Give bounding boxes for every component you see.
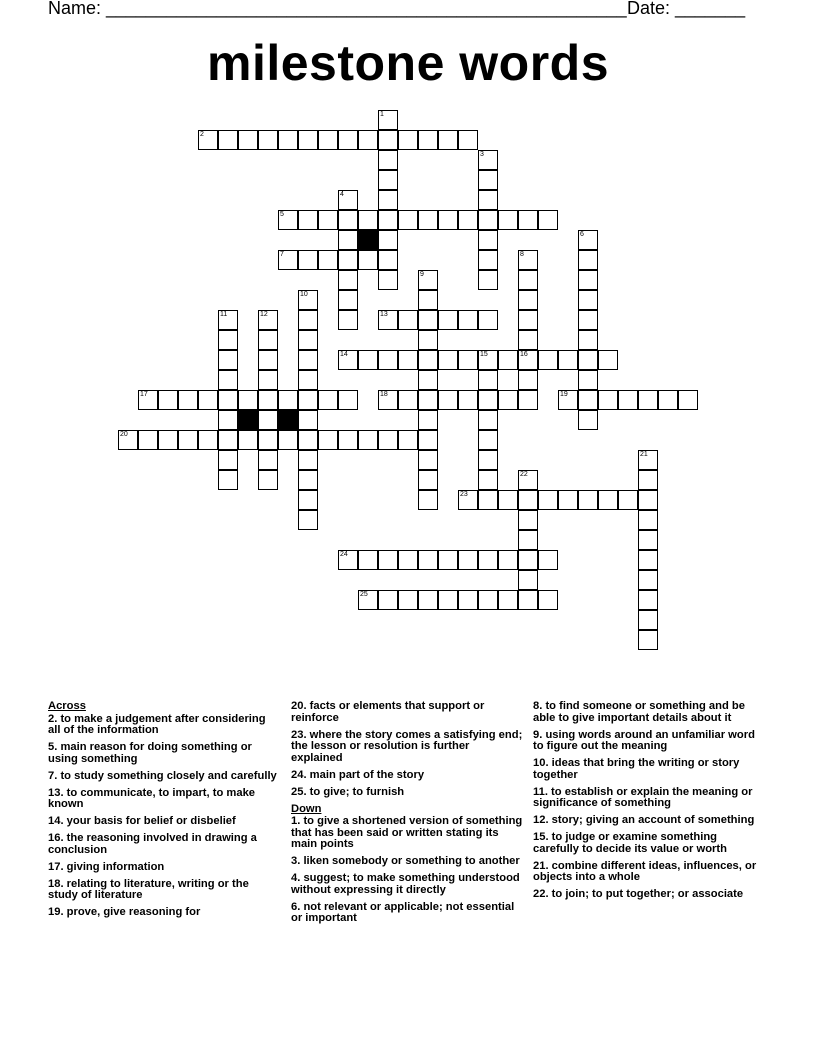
clue-number: 15	[480, 351, 488, 358]
clue-item: 8. to find someone or something and be able to give important details about it	[533, 700, 745, 724]
crossword-cell[interactable]	[218, 470, 238, 490]
clue-number: 25	[360, 591, 368, 598]
clues-column-3	[533, 701, 765, 906]
crossword-cell[interactable]	[258, 450, 278, 470]
crossword-cell[interactable]	[638, 530, 658, 550]
crossword-cell[interactable]	[498, 210, 518, 230]
crossword-cell[interactable]	[418, 450, 438, 470]
crossword-cell[interactable]	[358, 130, 378, 150]
crossword-cell[interactable]	[598, 350, 618, 370]
clue-number: 10	[300, 291, 308, 298]
clue-item: 17. giving information	[48, 860, 165, 873]
crossword-cell[interactable]	[578, 490, 598, 510]
crossword-cell[interactable]	[398, 130, 418, 150]
crossword-cell[interactable]	[378, 270, 398, 290]
crossword-cell[interactable]	[418, 470, 438, 490]
clue-number: 4	[340, 191, 344, 198]
crossword-cell[interactable]	[198, 430, 218, 450]
crossword-cell[interactable]	[298, 510, 318, 530]
crossword-cell[interactable]	[478, 490, 498, 510]
crossword-cell[interactable]	[298, 210, 318, 230]
crossword-cell[interactable]	[298, 250, 318, 270]
crossword-cell[interactable]	[298, 350, 318, 370]
crossword-cell[interactable]	[398, 550, 418, 570]
crossword-cell[interactable]	[378, 230, 398, 250]
crossword-cell[interactable]	[478, 370, 498, 390]
clue-number: 16	[520, 351, 528, 358]
crossword-cell[interactable]	[338, 190, 358, 210]
crossword-cell[interactable]	[458, 390, 478, 410]
crossword-cell[interactable]	[438, 130, 458, 150]
crossword-cell[interactable]	[538, 210, 558, 230]
crossword-cell[interactable]	[598, 490, 618, 510]
crossword-cell[interactable]	[418, 390, 438, 410]
crossword-cell[interactable]	[518, 250, 538, 270]
crossword-cell[interactable]	[478, 170, 498, 190]
crossword-cell[interactable]	[298, 130, 318, 150]
crossword-cell[interactable]	[538, 490, 558, 510]
crossword-cell[interactable]	[578, 390, 598, 410]
clue-number: 21	[640, 451, 648, 458]
date-field-label: Date: _______	[627, 0, 746, 18]
crossword-cell[interactable]	[378, 590, 398, 610]
crossword-cell[interactable]	[618, 490, 638, 510]
crossword-cell[interactable]	[278, 390, 298, 410]
crossword-cell[interactable]	[378, 170, 398, 190]
crossword-cell[interactable]	[638, 490, 658, 510]
crossword-cell[interactable]	[398, 390, 418, 410]
clue-number: 22	[520, 471, 528, 478]
crossword-cell[interactable]	[298, 310, 318, 330]
crossword-cell[interactable]	[258, 390, 278, 410]
crossword-cell[interactable]	[498, 490, 518, 510]
crossword-cell[interactable]	[178, 430, 198, 450]
clue-number: 1	[380, 111, 384, 118]
crossword-cell[interactable]	[338, 130, 358, 150]
crossword-cell[interactable]	[378, 190, 398, 210]
crossword-cell[interactable]	[418, 430, 438, 450]
crossword-cell[interactable]	[218, 450, 238, 470]
crossword-cell[interactable]	[298, 330, 318, 350]
crossword-cell[interactable]	[178, 390, 198, 410]
crossword-cell[interactable]	[478, 230, 498, 250]
clue-item: 12. story; giving an account of something	[533, 814, 755, 826]
down-heading: Down	[291, 802, 322, 815]
crossword-cell[interactable]	[478, 250, 498, 270]
clue-number: 20	[120, 431, 128, 438]
crossword-cell[interactable]	[338, 550, 358, 570]
crossword-cell[interactable]	[338, 310, 358, 330]
crossword-cell[interactable]	[458, 130, 478, 150]
crossword-cell[interactable]	[578, 230, 598, 250]
crossword-cell[interactable]	[418, 350, 438, 370]
crossword-cell[interactable]	[318, 130, 338, 150]
clue-item: 21. combine different ideas, influences, or objects into a whole	[533, 859, 757, 883]
crossword-cell[interactable]	[638, 570, 658, 590]
crossword-cell[interactable]	[378, 210, 398, 230]
clue-number: 7	[280, 251, 284, 258]
clue-number: 9	[420, 271, 424, 278]
crossword-cell[interactable]	[518, 490, 538, 510]
black-square	[238, 410, 258, 430]
crossword-cell[interactable]	[578, 410, 598, 430]
crossword-cell[interactable]	[638, 610, 658, 630]
clue-number: 5	[280, 211, 284, 218]
crossword-cell[interactable]	[478, 450, 498, 470]
clue-item: 20. facts or elements that support or reinforce	[291, 700, 485, 724]
crossword-cell[interactable]	[378, 350, 398, 370]
clue-number: 12	[260, 311, 268, 318]
crossword-cell[interactable]	[318, 390, 338, 410]
clue-number: 24	[340, 551, 348, 558]
crossword-cell[interactable]	[258, 350, 278, 370]
crossword-cell[interactable]	[218, 390, 238, 410]
crossword-cell[interactable]	[218, 310, 238, 330]
crossword-cell[interactable]	[658, 390, 678, 410]
crossword-cell[interactable]	[258, 330, 278, 350]
crossword-cell[interactable]	[478, 350, 498, 370]
crossword-cell[interactable]	[578, 310, 598, 330]
crossword-cell[interactable]	[438, 550, 458, 570]
crossword-cell[interactable]	[478, 210, 498, 230]
crossword-cell[interactable]	[298, 450, 318, 470]
clue-item: 23. where the story comes a satisfying end; the lesson or resolution is further explained	[291, 728, 523, 764]
crossword-cell[interactable]	[138, 430, 158, 450]
clue-item: 16. the reasoning involved in drawing a conclusion	[48, 832, 257, 856]
crossword-cell[interactable]	[418, 550, 438, 570]
crossword-cell[interactable]	[518, 530, 538, 550]
crossword-cell[interactable]	[418, 130, 438, 150]
crossword-cell[interactable]	[518, 290, 538, 310]
crossword-cell[interactable]	[398, 310, 418, 330]
crossword-cell[interactable]	[298, 410, 318, 430]
crossword-cell[interactable]	[458, 310, 478, 330]
crossword-cell[interactable]	[358, 430, 378, 450]
crossword-cell[interactable]	[498, 590, 518, 610]
crossword-cell[interactable]	[438, 310, 458, 330]
clues-column-2	[291, 701, 523, 930]
clue-number: 23	[460, 491, 468, 498]
crossword-cell[interactable]	[258, 470, 278, 490]
crossword-cell[interactable]	[518, 210, 538, 230]
crossword-cell[interactable]	[418, 270, 438, 290]
clue-item: 4. suggest; to make something understood without expressing it directly	[291, 872, 520, 896]
crossword-cell[interactable]	[358, 350, 378, 370]
crossword-cell[interactable]	[418, 410, 438, 430]
crossword-cell[interactable]	[538, 590, 558, 610]
crossword-cell[interactable]	[318, 250, 338, 270]
clue-number: 14	[340, 351, 348, 358]
crossword-cell[interactable]	[578, 250, 598, 270]
crossword-cell[interactable]	[218, 350, 238, 370]
crossword-cell[interactable]	[438, 210, 458, 230]
crossword-cell[interactable]	[518, 510, 538, 530]
crossword-cell[interactable]	[518, 590, 538, 610]
crossword-cell[interactable]	[118, 430, 138, 450]
crossword-cell[interactable]	[338, 430, 358, 450]
clue-item: 11. to establish or explain the meaning or significance of something	[533, 785, 753, 809]
crossword-cell[interactable]	[478, 270, 498, 290]
crossword-cell[interactable]	[478, 410, 498, 430]
crossword-cell[interactable]	[198, 390, 218, 410]
crossword-cell[interactable]	[438, 590, 458, 610]
clue-item: 19. prove, give reasoning for	[48, 906, 201, 918]
crossword-cell[interactable]	[298, 290, 318, 310]
page-title: milestone words	[206, 35, 610, 91]
clue-number: 2	[200, 131, 204, 138]
crossword-cell[interactable]	[558, 490, 578, 510]
crossword-cell[interactable]	[378, 250, 398, 270]
crossword-cell[interactable]	[638, 470, 658, 490]
crossword-cell[interactable]	[518, 470, 538, 490]
crossword-cell[interactable]	[258, 410, 278, 430]
clue-number: 8	[520, 251, 524, 258]
crossword-cell[interactable]	[518, 570, 538, 590]
clue-item: 5. main reason for doing something or using something	[48, 741, 252, 765]
crossword-cell[interactable]	[258, 370, 278, 390]
crossword-cell[interactable]	[218, 330, 238, 350]
clue-item: 10. ideas that bring the writing or story together	[533, 757, 740, 781]
crossword-cell[interactable]	[518, 390, 538, 410]
crossword-cell[interactable]	[298, 390, 318, 410]
crossword-cell[interactable]	[418, 590, 438, 610]
crossword-cell[interactable]	[498, 390, 518, 410]
crossword-cell[interactable]	[618, 390, 638, 410]
crossword-cell[interactable]	[458, 210, 478, 230]
crossword-cell[interactable]	[638, 550, 658, 570]
crossword-cell[interactable]	[218, 410, 238, 430]
crossword-cell[interactable]	[398, 350, 418, 370]
crossword-cell[interactable]	[418, 290, 438, 310]
clue-number: 19	[560, 391, 568, 398]
crossword-cell[interactable]	[358, 590, 378, 610]
crossword-cell[interactable]	[318, 430, 338, 450]
crossword-cell[interactable]	[338, 210, 358, 230]
crossword-cell[interactable]	[518, 550, 538, 570]
crossword-cell[interactable]	[438, 390, 458, 410]
crossword-cell[interactable]	[398, 430, 418, 450]
clue-number: 13	[380, 311, 388, 318]
clue-item: 22. to join; to put together; or associate	[533, 888, 744, 900]
crossword-cell[interactable]	[338, 350, 358, 370]
clue-item: 25. to give; to furnish	[291, 785, 405, 798]
clue-item: 7. to study something closely and carefully	[48, 769, 277, 782]
crossword-cell[interactable]	[458, 550, 478, 570]
clues-column-1	[48, 701, 280, 924]
clue-number: 18	[380, 391, 388, 398]
crossword-cell[interactable]	[158, 430, 178, 450]
crossword-cell[interactable]	[378, 310, 398, 330]
crossword-cell[interactable]	[258, 130, 278, 150]
crossword-cell[interactable]	[158, 390, 178, 410]
crossword-cell[interactable]	[458, 590, 478, 610]
crossword-cell[interactable]	[638, 590, 658, 610]
crossword-cell[interactable]	[478, 190, 498, 210]
black-square	[278, 410, 298, 430]
clue-item: 1. to give a shortened version of something that has been said or written stating its main points	[291, 815, 523, 850]
crossword-cell[interactable]	[338, 270, 358, 290]
across-heading: Across	[48, 700, 86, 712]
clue-number: 3	[480, 151, 484, 158]
crossword-cell[interactable]	[338, 390, 358, 410]
crossword-cell[interactable]	[458, 490, 478, 510]
crossword-cell[interactable]	[418, 330, 438, 350]
crossword-cell[interactable]	[518, 330, 538, 350]
crossword-cell[interactable]	[478, 310, 498, 330]
crossword-cell[interactable]	[378, 550, 398, 570]
crossword-cell[interactable]	[598, 390, 618, 410]
clue-item: 6. not relevant or applicable; not essential or important	[291, 900, 515, 924]
crossword-cell[interactable]	[358, 210, 378, 230]
crossword-cell[interactable]	[538, 350, 558, 370]
crossword-cell[interactable]	[138, 390, 158, 410]
crossword-cell[interactable]	[338, 250, 358, 270]
crossword-cell[interactable]	[478, 390, 498, 410]
clue-number: 11	[220, 311, 228, 318]
crossword-cell[interactable]	[518, 270, 538, 290]
crossword-cell[interactable]	[478, 590, 498, 610]
crossword-cell[interactable]	[418, 370, 438, 390]
crossword-cell[interactable]	[638, 630, 658, 650]
crossword-cell[interactable]	[398, 590, 418, 610]
clue-item: 13. to communicate, to impart, to make known	[48, 786, 256, 810]
crossword-cell[interactable]	[258, 310, 278, 330]
crossword-cell[interactable]	[498, 550, 518, 570]
crossword-cell[interactable]	[578, 290, 598, 310]
crossword-cell[interactable]	[218, 130, 238, 150]
crossword-cell[interactable]	[298, 370, 318, 390]
crossword-cell[interactable]	[338, 290, 358, 310]
clue-number: 6	[580, 231, 584, 238]
crossword-cell[interactable]	[458, 350, 478, 370]
black-square	[358, 230, 378, 250]
crossword-cell[interactable]	[238, 430, 258, 450]
crossword-cell[interactable]	[418, 490, 438, 510]
crossword-cell[interactable]	[298, 430, 318, 450]
crossword-cell[interactable]	[578, 270, 598, 290]
clue-item: 2. to make a judgement after considering all of the information	[48, 712, 266, 736]
crossword-cell[interactable]	[358, 550, 378, 570]
crossword-cell[interactable]	[258, 430, 278, 450]
crossword-cell[interactable]	[578, 370, 598, 390]
crossword-cell[interactable]	[358, 250, 378, 270]
crossword-cell[interactable]	[518, 370, 538, 390]
clue-item: 15. to judge or examine something carefully to decide its value or worth	[533, 831, 727, 855]
crossword-cell[interactable]	[638, 510, 658, 530]
crossword-cell[interactable]	[418, 210, 438, 230]
crossword-cell[interactable]	[298, 490, 318, 510]
crossword-cell[interactable]	[378, 110, 398, 130]
crossword-cell[interactable]	[298, 470, 318, 490]
clue-number: 17	[140, 391, 148, 398]
crossword-cell[interactable]	[578, 330, 598, 350]
crossword-cell[interactable]	[478, 150, 498, 170]
crossword-cell[interactable]	[398, 210, 418, 230]
crossword-cell[interactable]	[538, 550, 558, 570]
clue-item: 9. using words around an unfamiliar word to figure out the meaning	[533, 728, 755, 752]
crossword-cell[interactable]	[518, 310, 538, 330]
crossword-cell[interactable]	[438, 350, 458, 370]
crossword-cell[interactable]	[318, 210, 338, 230]
crossword-cell[interactable]	[198, 130, 218, 150]
crossword-cell[interactable]	[638, 390, 658, 410]
crossword-cell[interactable]	[558, 390, 578, 410]
crossword-cell[interactable]	[378, 130, 398, 150]
crossword-cell[interactable]	[558, 350, 578, 370]
crossword-cell[interactable]	[478, 470, 498, 490]
crossword-cell[interactable]	[338, 230, 358, 250]
clue-item: 3. liken somebody or something to another	[291, 855, 520, 867]
crossword-cell[interactable]	[478, 550, 498, 570]
crossword-cell[interactable]	[278, 130, 298, 150]
crossword-cell[interactable]	[678, 390, 698, 410]
crossword-cell[interactable]	[278, 210, 298, 230]
crossword-cell[interactable]	[218, 430, 238, 450]
crossword-cell[interactable]	[638, 450, 658, 470]
name-field-label: Name: ____________________________________________________	[48, 0, 627, 18]
crossword-cell[interactable]	[478, 430, 498, 450]
crossword-cell[interactable]	[238, 390, 258, 410]
crossword-cell[interactable]	[418, 310, 438, 330]
clue-item: 14. your basis for belief or disbelief	[48, 815, 236, 827]
crossword-cell[interactable]	[518, 350, 538, 370]
crossword-cell[interactable]	[238, 130, 258, 150]
crossword-cell[interactable]	[278, 250, 298, 270]
crossword-cell[interactable]	[378, 430, 398, 450]
crossword-cell[interactable]	[278, 430, 298, 450]
clue-item: 18. relating to literature, writing or the study of literature	[48, 877, 249, 901]
crossword-cell[interactable]	[498, 350, 518, 370]
clue-item: 24. main part of the story	[291, 768, 425, 781]
crossword-cell[interactable]	[218, 370, 238, 390]
crossword-cell[interactable]	[378, 150, 398, 170]
crossword-cell[interactable]	[378, 390, 398, 410]
crossword-cell[interactable]	[578, 350, 598, 370]
